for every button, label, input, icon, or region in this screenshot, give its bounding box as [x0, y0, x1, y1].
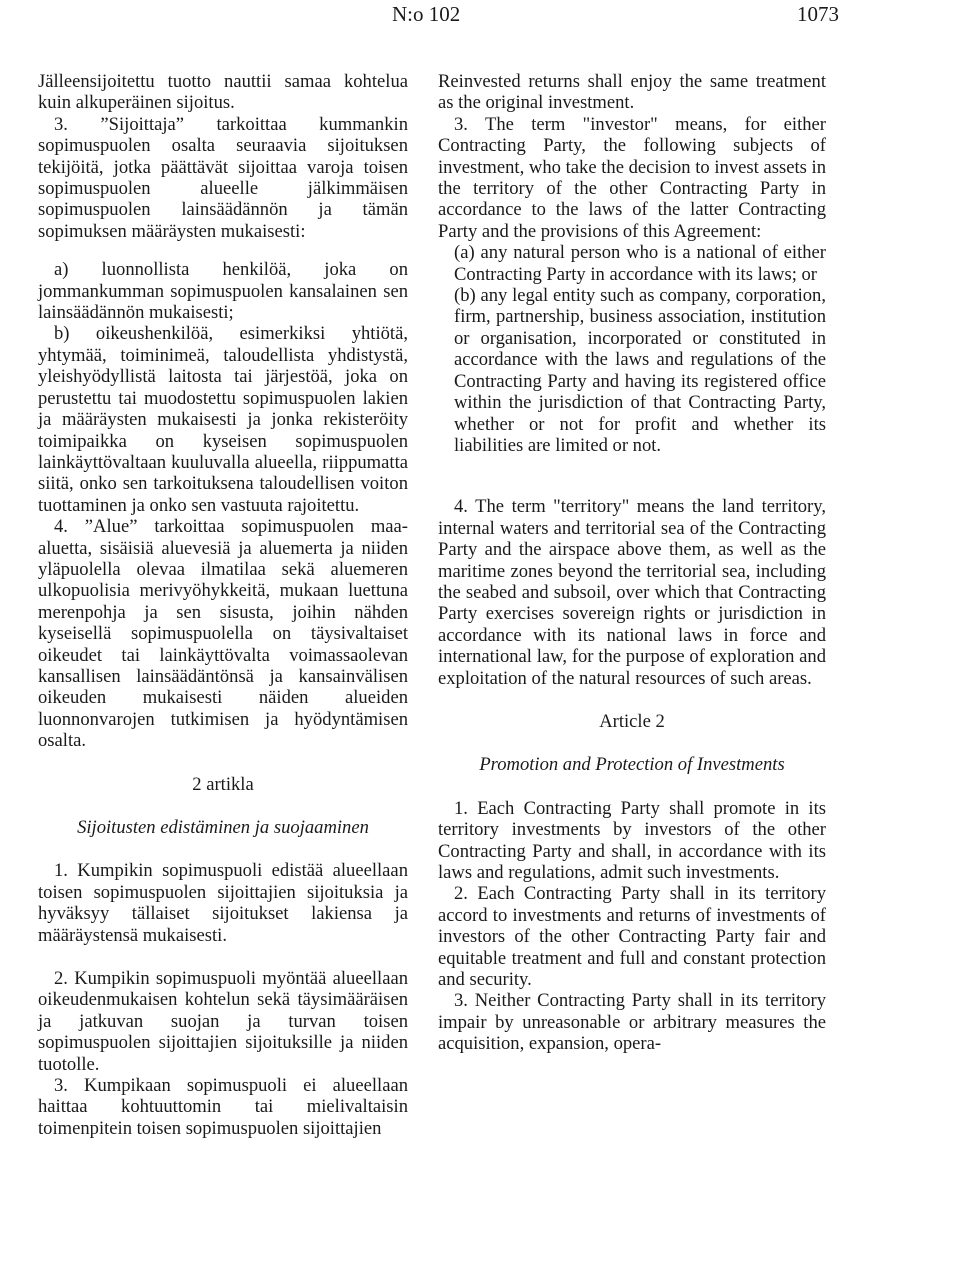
fi-investor-definition: 3. ”Sijoittaja” tarkoittaa kummankin sopimuspuolen osalta seuraavia sijoituksen tekijöitä, jotka päättävät sijoittaa varoja toisen sopimuspuolen alueelle jälkimmäisen sopimuspuolen lainsäädännön ja tämän sopimuksen määräysten mukaisesti: [38, 113, 408, 242]
english-column [438, 71, 826, 1055]
fi-reinvested-returns: Jälleensijoitettu tuotto nauttii samaa kohtelua kuin alkuperäinen sijoitus. [38, 71, 408, 114]
document-number: N:o 102 [392, 2, 461, 26]
fi-territory-definition: 4. ”Alue” tarkoittaa sopimuspuolen maa-aluetta, sisäisiä aluevesiä ja aluemerta ja niiden yläpuolella olevaa ilmatilaa sekä aluemeren ulkopuolisia merivyöhykkeitä, mukaan luettuna merenpohja ja sen sisusta, joihin nähden kyseisellä sopimuspuolella on täysivaltaiset oikeudet tai lainkäyttövalta voimassaolevan kansallisen lainsäädäntönsä ja kansainvälisen oikeuden mukaisesti näiden alueiden luonnonvarojen tutkimisen ja hyödyntämisen osalta. [38, 516, 408, 752]
fi-natural-person: a) luonnollista henkilöä, joka on jommankumman sopimuspuolen kansalainen sen lainsäädännön mukaisesti; [38, 259, 408, 324]
fi-legal-entity: b) oikeushenkilöä, esimerkiksi yhtiötä, yhtymää, toiminimeä, taloudellista yhdistystä, yleishyödyllistä laitosta tai järjestöä, joka on perustettu tai muodostettu sopimuspuolen lakien ja määräysten mukaisesti ja jonka rekisteröity toimipaikka on kyseisen sopimuspuolen lainkäyttövaltaan kuuluvalla alueella, riippumatta siitä, onko sen tarkoituksena taloudellisen voiton tuottaminen ja onko sen vastuuta rajoitettu. [38, 323, 408, 516]
en-natural-person: (a) any natural person who is a national of either Contracting Party in accordance with its laws; or [454, 242, 826, 285]
en-investor-definition: 3. The term "investor" means, for either Contracting Party, the following subjects of investment, who take the decision to invest assets in the territory of the other Contracting Party in accordance to the laws of the latter Contracting Party and the provisions of this Agreement: [438, 113, 826, 242]
en-territory-definition: 4. The term "territory" means the land territory, internal waters and territorial sea of the Contracting Party and the airspace above them, as well as the maritime zones beyond the territorial sea, including the seabed and subsoil, over which that Contracting Party exercises sovereign rights or jurisdiction in accordance with its national laws in force and international law, for the purpose of exploration and exploitation of the natural resources of such areas. [438, 496, 826, 689]
en-legal-entity: (b) any legal entity such as company, corporation, firm, partnership, business association, institution or organisation, incorporated or constituted in accordance with the laws and regulations of the Contracting Party and having its registered office within the jurisdiction of that Contracting Party, whether or not for profit and whether its liabilities are limited or not. [454, 285, 826, 456]
page-header [0, 2, 960, 32]
en-article-para-2: 2. Each Contracting Party shall in its territory accord to investments and returns of investments of investors of the other Contracting Party fair and equitable treatment and full and constant protection and security. [438, 883, 826, 991]
en-article-heading: Article 2 [599, 710, 665, 732]
fi-article-para-2: 2. Kumpikin sopimuspuoli myöntää alueellaan oikeudenmukaisen kohtelun sekä täysimääräisen ja jatkuvan suojan ja turvan toisen sopimuspuolen sijoittajien sijoituksille ja niiden tuotolle. [38, 968, 408, 1075]
en-article-subtitle: Promotion and Protection of Investments [479, 754, 785, 776]
page-number: 1073 [797, 2, 839, 26]
en-article-para-1: 1. Each Contracting Party shall promote in its territory investments by investors of the other Contracting Party and shall, in accordance with its laws and regulations, admit such investments. [438, 797, 826, 883]
fi-article-subtitle: Sijoitusten edistäminen ja suojaaminen [77, 817, 369, 838]
finnish-column [38, 71, 408, 1139]
fi-article-heading: 2 artikla [192, 773, 254, 795]
fi-article-para-3: 3. Kumpikaan sopimuspuoli ei alueellaan haittaa kohtuuttomin tai mielivaltaisin toimenpitein toisen sopimuspuolen sijoittajien [38, 1075, 408, 1139]
en-reinvested-returns: Reinvested returns shall enjoy the same treatment as the original investment. [438, 71, 826, 114]
fi-article-para-1: 1. Kumpikin sopimuspuoli edistää alueellaan toisen sopimuspuolen sijoittajien sijoituksia ja hyväksyy tällaiset sijoitukset lakiensa ja määräystensä mukaisesti. [38, 860, 408, 946]
en-article-para-3: 3. Neither Contracting Party shall in its territory impair by unreasonable or arbitrary measures the acquisition, expansion, opera- [438, 990, 826, 1055]
